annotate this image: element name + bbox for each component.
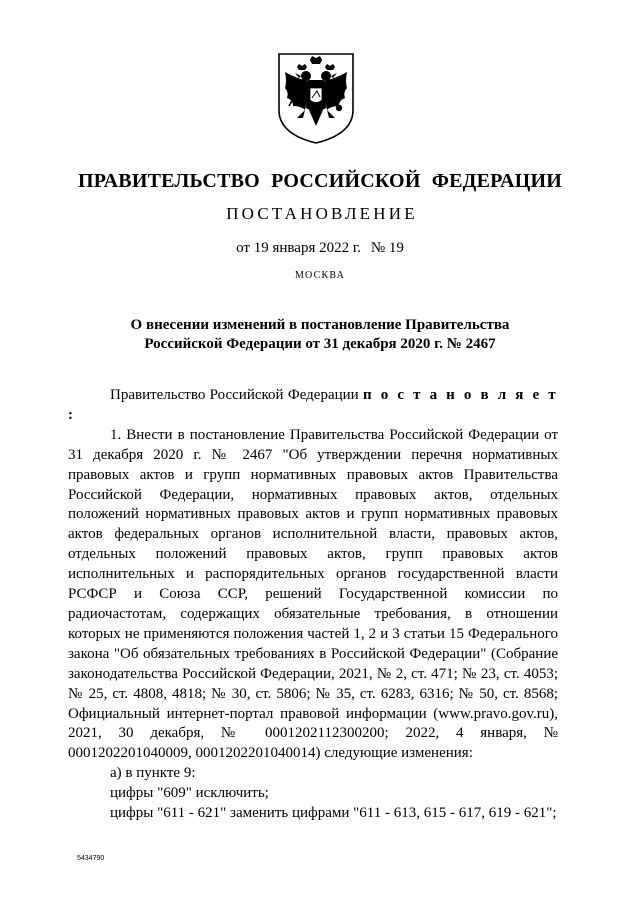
preamble-text: Правительство Российской Федерации — [110, 387, 363, 403]
document-date-line — [0, 240, 640, 257]
preamble-decree: п о с т а н о в л я е т : — [68, 387, 558, 423]
footer-code: 5434790 — [77, 855, 105, 862]
government-title: ПРАВИТЕЛЬСТВО РОССИЙСКОЙ ФЕДЕРАЦИИ — [78, 170, 562, 192]
city: МОСКВА — [294, 270, 346, 281]
heading-line-1: О внесении изменений в постановление Правительства — [130, 317, 510, 333]
item-1-paragraph: 1. Внести в постановление Правительства Российской Федерации от 31 декабря 2020 г. № 2467 "Об утверждении перечня нормативных правовых актов и групп нормативных правовых актов Правительства Российской Федерации, нормативных правовых актов, отдельных положений нормативных правовых актов и групп нормативных правовых актов федеральных органов исполнительной власти, правовых актов, отдельных положений правовых актов, групп правовых актов исполнительных и распорядительных органов государственной власти РСФСР и Союза ССР, решений Государственной комиссии по радиочастотам, содержащих обязательные требования, в отношении которых не применяются положения частей 1, 2 и 3 статьи 15 Федерального закона "Об обязательных требованиях в Российской Федерации" (Собрание законодательства Российской Федерации, 2021, № 2, ст. 471; № 23, ст. 4053; № 25, ст. 4808, 4818; № 30, ст. 5806; № 35, ст. 6283, 6316; № 50, ст. 8568; Официальный интернет-портал правовой информации (www.pravo.gov.ru), 2021, 30 декабря, № 0001202112300200; 2022, 4 января, № 0001202201040009, 0001202201040014) следующие изменения: — [68, 426, 558, 762]
document-date: 19 января 2022 г. — [253, 240, 362, 256]
sub-item-a: а) в пункте 9: — [110, 765, 196, 782]
preamble-paragraph — [68, 386, 558, 426]
number-sign: № — [370, 240, 386, 256]
date-prefix: от — [236, 240, 250, 256]
exclude-line: цифры "609" исключить; — [110, 785, 269, 802]
document-number: 19 — [388, 240, 404, 256]
document-type: ПОСТАНОВЛЕНИЕ — [226, 204, 418, 223]
document-heading — [80, 316, 560, 354]
russian-coat-of-arms-icon — [275, 48, 357, 146]
replace-line: цифры "611 - 621" заменить цифрами "611 - 613, 615 - 617, 619 - 621"; — [110, 805, 557, 822]
heading-line-2: Российской Федерации от 31 декабря 2020 г. № 2467 — [144, 336, 496, 352]
document-body — [68, 386, 558, 824]
